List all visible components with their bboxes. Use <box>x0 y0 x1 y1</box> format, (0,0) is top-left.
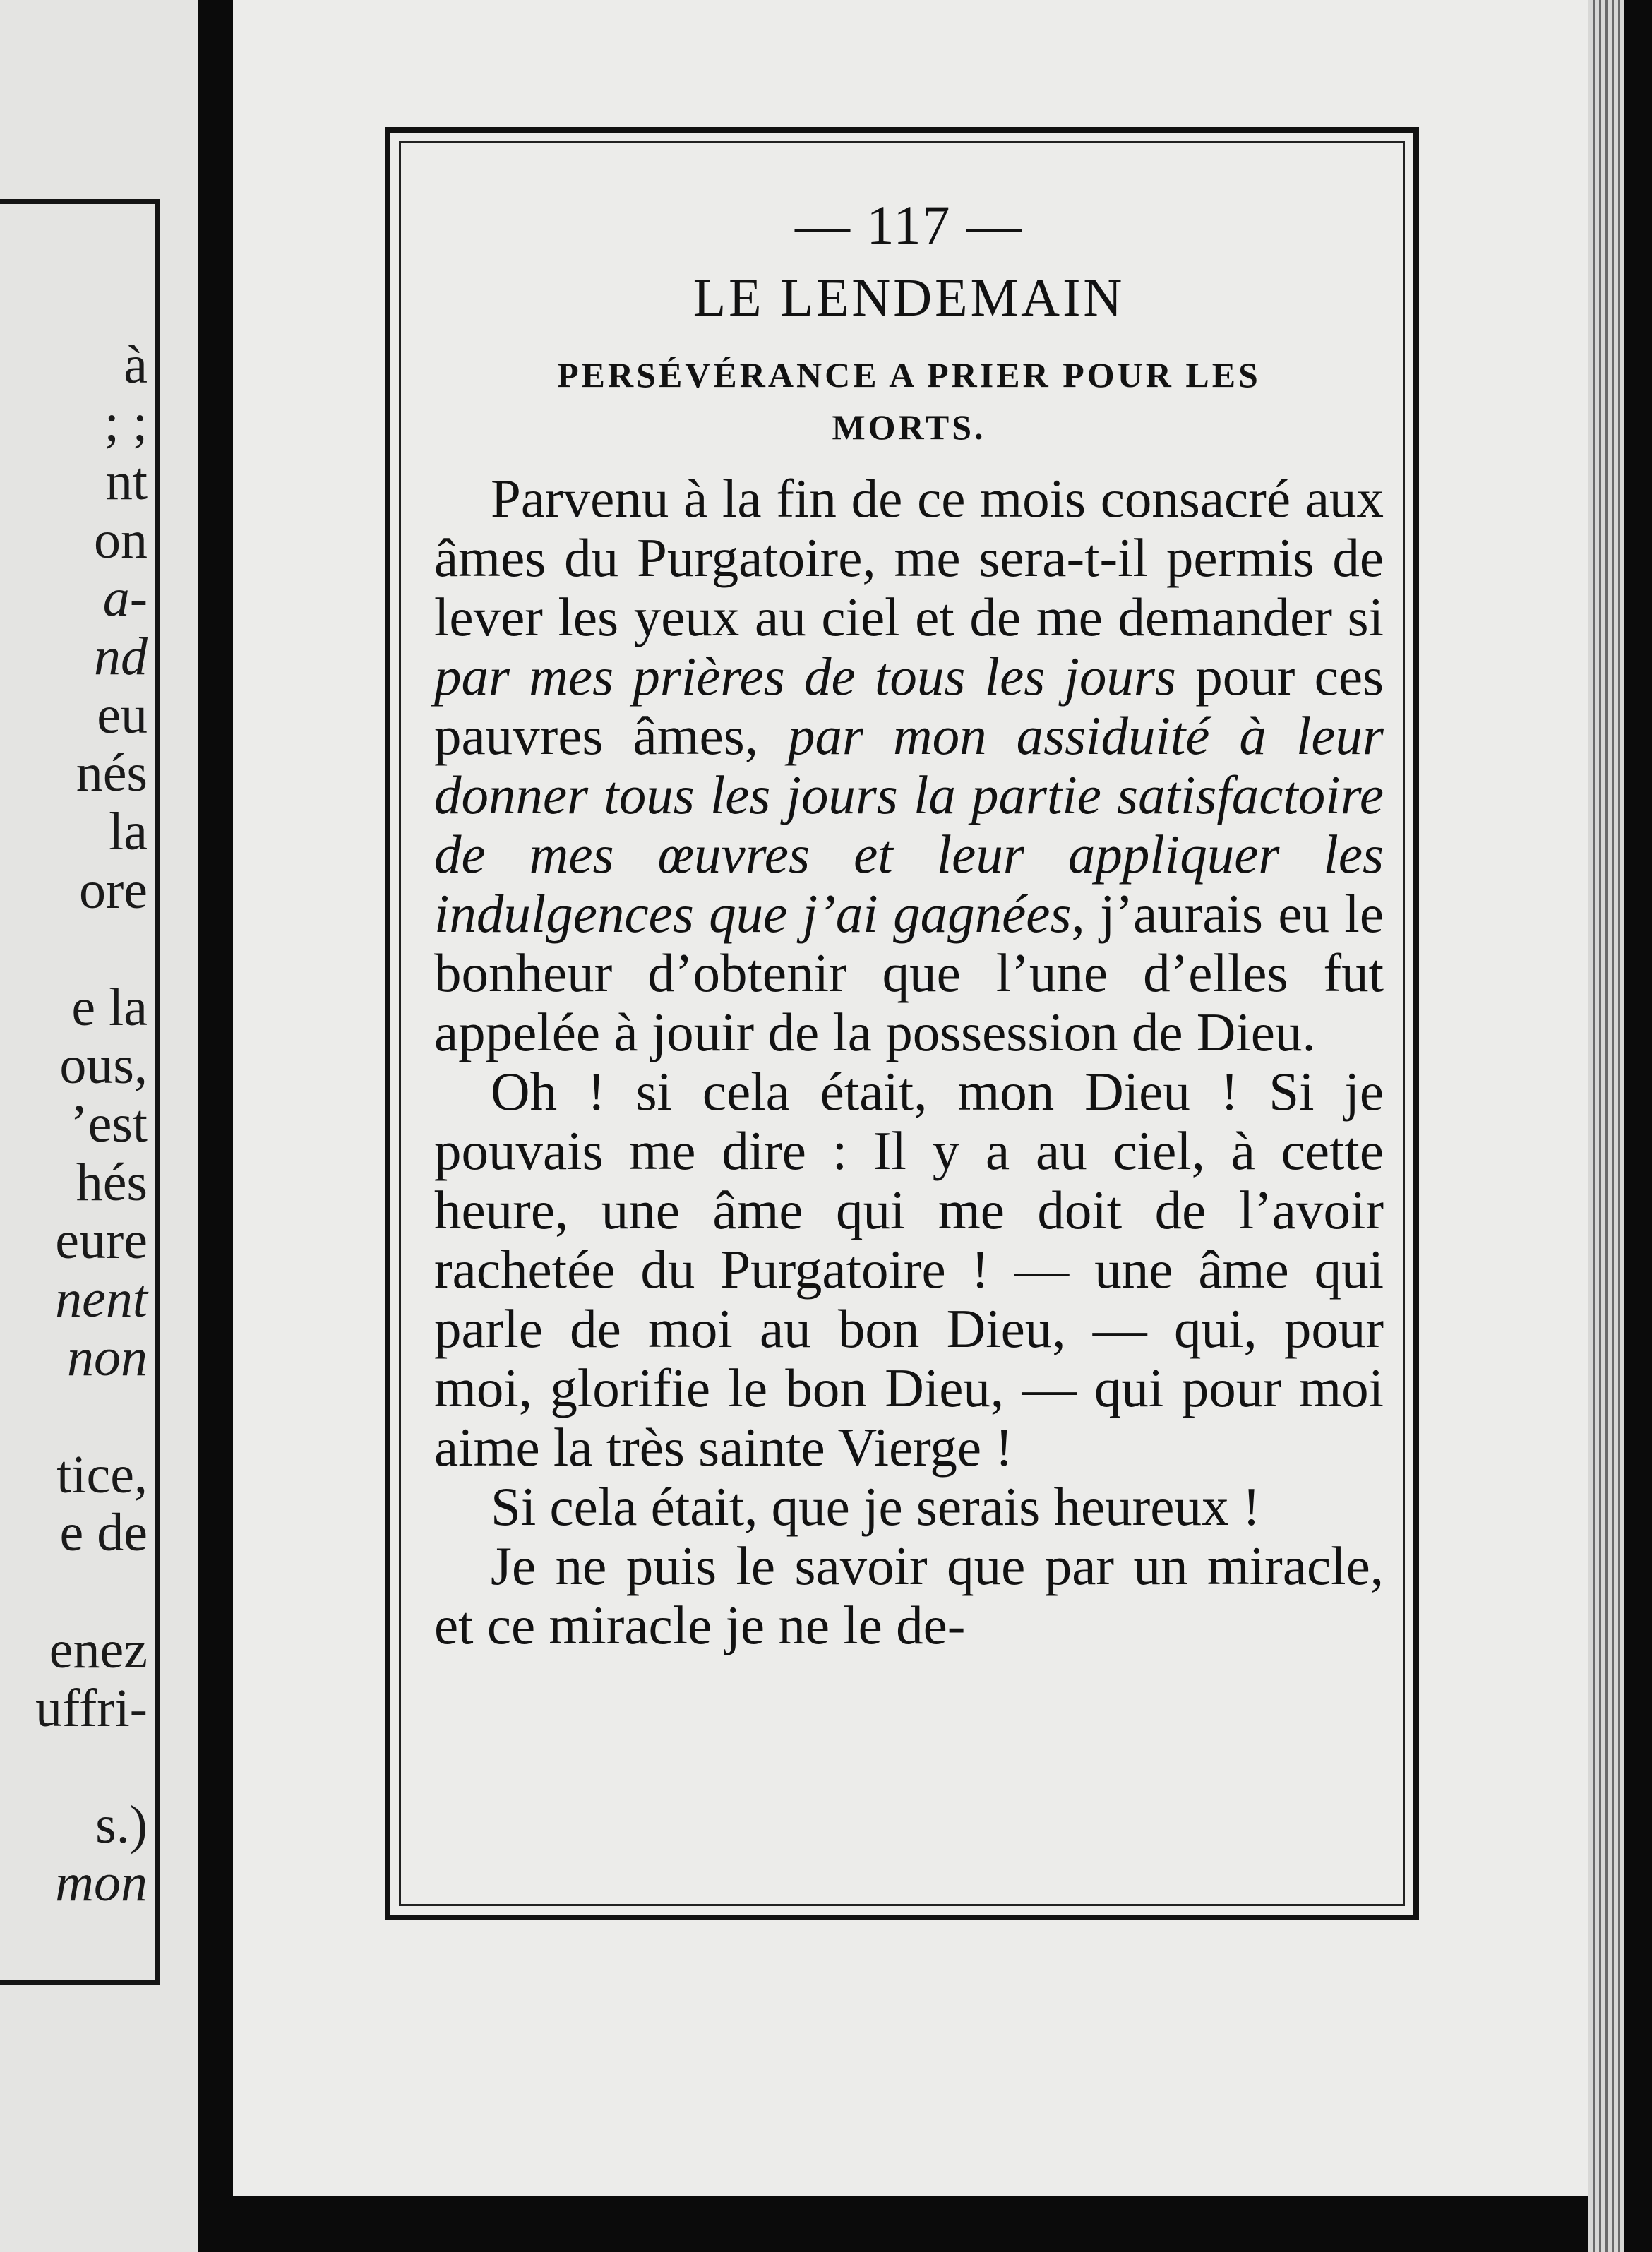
paragraph-1-text: Parvenu à la fin de ce mois consacré aux âmes du Purgatoire, me sera-t-il permis de lever les yeux au ciel et de me demander si <box>434 468 1384 647</box>
paragraph-1-italic: par mon assiduité à leur donner tous les jours la partie satisfactoire de mes œuvres et leur appliquer les indulgences que j’ai gagnées <box>434 705 1384 944</box>
previous-page-fragment: nés <box>76 743 148 803</box>
page-content <box>434 194 1384 1655</box>
chapter-title: LE LENDEMAIN <box>693 268 1125 328</box>
paragraph-4: Je ne puis le savoir que par un miracle, et ce miracle je ne le de- <box>434 1535 1384 1655</box>
previous-page-fragment: nd <box>94 627 148 686</box>
previous-page-fragment: eu <box>97 685 148 745</box>
chapter-subtitle: PERSÉVÉRANCE A PRIER POUR LES MORTS. <box>557 355 1261 447</box>
previous-page-fragment: a- <box>102 568 148 628</box>
previous-page-fragment: tice, <box>56 1445 148 1504</box>
previous-page-fragment: à <box>124 335 148 395</box>
previous-page-fragment: e de <box>59 1503 148 1562</box>
previous-page-frame <box>0 199 160 1985</box>
previous-page-fragment: non <box>67 1328 148 1387</box>
previous-page-fragment: uffri- <box>35 1679 148 1738</box>
page-number: — 117 — <box>794 194 1024 256</box>
previous-page-fragment: la <box>109 802 148 861</box>
previous-page-fragment: s.) <box>95 1795 148 1855</box>
previous-page-fragment: ous, <box>59 1036 148 1095</box>
paragraph-1-italic: par mes prières de tous les jours <box>434 646 1176 707</box>
paragraph-1-text: pour ces pauvres âmes, <box>434 646 1384 766</box>
paragraph-2: Oh ! si cela était, mon Dieu ! Si je pouvais me dire : Il y a au ciel, à cette heure, une âme qui me doit de l’avoir rachetée du Purgatoire ! — une âme qui parle de moi au bon Dieu, — qui, pour moi, glorifie le bon Dieu, — qui pour moi aime la très sainte Vierge ! <box>434 1061 1384 1478</box>
paragraph-1 <box>434 469 1384 1062</box>
previous-page-fragment: eure <box>55 1211 148 1270</box>
paragraph-3: Si cela était, que je serais heureux ! <box>491 1476 1261 1537</box>
paragraph-1-text: , j’aurais eu le bonheur d’obtenir que l’une d’elles fut appelée à jouir de la possession de Dieu. <box>434 883 1384 1062</box>
previous-page-fragment: ’est <box>70 1094 148 1154</box>
previous-page-fragment: e la <box>71 978 148 1037</box>
page-edges <box>1588 0 1624 2252</box>
previous-page-fragment: ore <box>78 861 148 920</box>
previous-page-fragment: ; ; <box>104 393 148 453</box>
previous-page-fragment: nent <box>55 1269 148 1329</box>
previous-page-fragment: on <box>94 510 148 570</box>
previous-page-fragment: mon <box>55 1853 148 1912</box>
previous-page-fragment: enez <box>49 1620 148 1679</box>
previous-page-fragment: nt <box>105 452 148 511</box>
previous-page <box>0 0 198 2252</box>
previous-page-fragment: hés <box>76 1153 148 1212</box>
